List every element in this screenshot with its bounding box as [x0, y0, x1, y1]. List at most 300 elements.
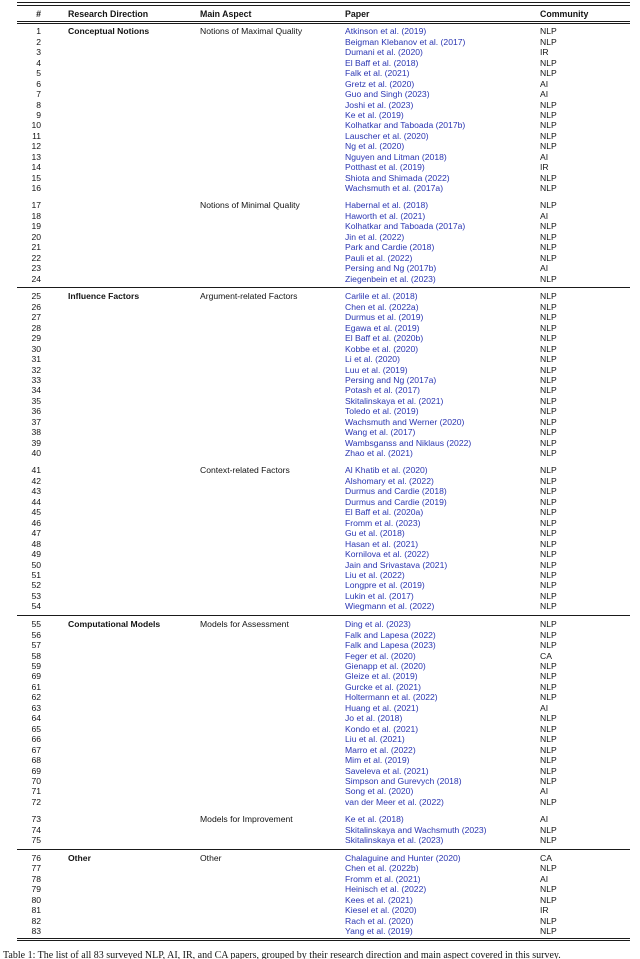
paper-cell [345, 549, 540, 559]
row-number: 33 [31, 375, 41, 386]
paper-citation-link[interactable]: Kees et al. (2021) [345, 894, 413, 905]
community-cell: NLP [540, 713, 557, 724]
community-cell: NLP [540, 775, 557, 786]
paper-cell [345, 580, 540, 590]
community-cell: NLP [540, 601, 557, 612]
row-number: 54 [31, 601, 41, 612]
table-row [17, 476, 630, 486]
table-row [17, 528, 630, 538]
paper-citation-link[interactable]: Potash et al. (2017) [345, 385, 421, 396]
main-aspect-cell [200, 396, 345, 406]
research-direction-cell [68, 375, 200, 385]
paper-citation-link[interactable]: Gu et al. (2018) [345, 528, 405, 539]
community-cell: NLP [540, 580, 557, 591]
paper-citation-link[interactable]: El Baff et al. (2020b) [345, 333, 424, 344]
research-direction-cell [68, 183, 200, 193]
paper-citation-link[interactable]: Lukin et al. (2017) [345, 590, 414, 601]
paper-citation-link[interactable]: Joshi et al. (2023) [345, 99, 414, 110]
paper-citation-link[interactable]: Hasan et al. (2021) [345, 538, 419, 549]
paper-citation-link[interactable]: Wang et al. (2017) [345, 427, 416, 438]
paper-citation-link[interactable]: Huang et al. (2021) [345, 702, 419, 713]
table-row [17, 323, 630, 333]
main-aspect-cell [200, 438, 345, 448]
community-cell: NLP [540, 437, 557, 448]
table-row [17, 497, 630, 507]
research-direction-cell [68, 539, 200, 549]
table-row [17, 354, 630, 364]
community-cell: NLP [540, 242, 557, 253]
community-cell: NLP [540, 835, 557, 846]
main-aspect-cell [200, 884, 345, 894]
paper-cell [345, 507, 540, 517]
paper-citation-link[interactable]: Kornilova et al. (2022) [345, 549, 430, 560]
row-number: 37 [31, 416, 41, 427]
table-row [17, 895, 630, 905]
section-divider-rule [17, 287, 630, 288]
table-row [17, 385, 630, 395]
main-aspect-cell [200, 591, 345, 601]
row-number: 18 [31, 210, 41, 221]
paper-citation-link[interactable]: Wachsmuth and Werner (2020) [345, 416, 465, 427]
table-row [17, 131, 630, 141]
main-aspect-cell [200, 47, 345, 57]
table-row [17, 682, 630, 692]
row-number: 67 [31, 744, 41, 755]
paper-citation-link[interactable]: Gienapp et al. (2020) [345, 660, 426, 671]
table-row [17, 591, 630, 601]
research-direction-cell [68, 786, 200, 796]
paper-citation-link[interactable]: Wambsganss and Niklaus (2022) [345, 437, 472, 448]
paper-cell [345, 640, 540, 650]
paper-citation-link[interactable]: Falk and Lapesa (2023) [345, 640, 436, 651]
row-number: 73 [31, 814, 41, 825]
paper-cell [345, 344, 540, 354]
row-number: 17 [31, 200, 41, 211]
main-aspect-cell [200, 797, 345, 807]
column-header-community: Community [540, 8, 589, 19]
paper-citation-link[interactable]: Liu et al. (2022) [345, 569, 405, 580]
main-aspect-cell: Notions of Maximal Quality [200, 26, 303, 37]
paper-citation-link[interactable]: Mim et al. (2019) [345, 755, 410, 766]
paper-citation-link[interactable]: Kiesel et al. (2020) [345, 905, 417, 916]
community-cell: AI [540, 210, 549, 221]
paper-cell [345, 916, 540, 926]
row-number: 70 [31, 775, 41, 786]
main-aspect-cell [200, 79, 345, 89]
main-aspect-cell [200, 141, 345, 151]
table-header-rule [17, 21, 630, 23]
community-cell: AI [540, 89, 549, 100]
table-row [17, 776, 630, 786]
research-direction-cell [68, 211, 200, 221]
paper-citation-link[interactable]: Pauli et al. (2022) [345, 252, 413, 263]
paper-cell [345, 591, 540, 601]
paper-citation-link[interactable]: Fromm et al. (2021) [345, 873, 421, 884]
paper-citation-link[interactable]: Dumani et al. (2020) [345, 47, 423, 58]
main-aspect-cell [200, 486, 345, 496]
paper-citation-link[interactable]: Alshomary et al. (2022) [345, 475, 434, 486]
main-aspect-cell [200, 703, 345, 713]
table-row [17, 344, 630, 354]
table-row [17, 570, 630, 580]
aspect-group [17, 26, 630, 193]
paper-cell [345, 47, 540, 57]
community-cell: NLP [540, 57, 557, 68]
paper-citation-link[interactable]: Chen et al. (2022a) [345, 301, 419, 312]
main-aspect-cell [200, 895, 345, 905]
main-aspect-cell [200, 755, 345, 765]
paper-cell [345, 528, 540, 538]
table-row [17, 221, 630, 231]
section-divider-rule [17, 849, 630, 850]
row-number: 71 [31, 786, 41, 797]
paper-citation-link[interactable]: Skitalinskaya and Wachsmuth (2023) [345, 824, 487, 835]
community-cell: NLP [540, 68, 557, 79]
paper-citation-link[interactable]: Guo and Singh (2023) [345, 89, 430, 100]
main-aspect-cell [200, 825, 345, 835]
community-cell: NLP [540, 926, 557, 937]
main-aspect-cell [200, 58, 345, 68]
main-aspect-cell: Notions of Minimal Quality [200, 200, 300, 211]
research-direction-cell [68, 110, 200, 120]
community-cell: NLP [540, 120, 557, 131]
research-direction-cell [68, 916, 200, 926]
main-aspect-cell [200, 497, 345, 507]
research-direction-cell [68, 406, 200, 416]
paper-citation-link[interactable]: Ke et al. (2019) [345, 109, 404, 120]
paper-citation-link[interactable]: Wiegmann et al. (2022) [345, 601, 435, 612]
paper-cell [345, 58, 540, 68]
paper-citation-link[interactable]: Kolhatkar and Taboada (2017b) [345, 120, 466, 131]
community-cell: AI [540, 263, 549, 274]
paper-citation-link[interactable]: Rach et al. (2020) [345, 915, 414, 926]
main-aspect-cell [200, 682, 345, 692]
paper-citation-link[interactable]: Simpson and Gurevych (2018) [345, 775, 462, 786]
table-row [17, 79, 630, 89]
row-number: 25 [31, 291, 41, 302]
paper-citation-link[interactable]: Haworth et al. (2021) [345, 210, 426, 221]
paper-citation-link[interactable]: Skitalinskaya et al. (2021) [345, 395, 444, 406]
main-aspect-cell [200, 863, 345, 873]
paper-citation-link[interactable]: Holtermann et al. (2022) [345, 692, 438, 703]
paper-cell [345, 253, 540, 263]
table-row [17, 539, 630, 549]
paper-cell [345, 375, 540, 385]
research-direction-cell [68, 152, 200, 162]
paper-citation-link[interactable]: Kondo et al. (2021) [345, 723, 419, 734]
paper-citation-link[interactable]: Yang et al. (2019) [345, 926, 413, 937]
research-direction-cell [68, 486, 200, 496]
paper-cell [345, 814, 540, 824]
paper-citation-link[interactable]: El Baff et al. (2020a) [345, 507, 424, 518]
table-row [17, 640, 630, 650]
paper-citation-link[interactable]: Gurcke et al. (2021) [345, 681, 421, 692]
research-direction-cell [68, 37, 200, 47]
paper-citation-link[interactable]: Chalaguine and Hunter (2020) [345, 852, 461, 863]
table-row [17, 37, 630, 47]
table-row [17, 396, 630, 406]
row-number: 24 [31, 273, 41, 284]
paper-cell [345, 221, 540, 231]
row-number: 56 [31, 629, 41, 640]
table-row [17, 232, 630, 242]
paper-cell [345, 26, 540, 36]
paper-cell [345, 79, 540, 89]
paper-cell [345, 448, 540, 458]
research-direction-cell [68, 776, 200, 786]
community-cell: NLP [540, 569, 557, 580]
community-cell: NLP [540, 312, 557, 323]
paper-citation-link[interactable]: Song et al. (2020) [345, 786, 414, 797]
paper-citation-link[interactable]: Atkinson et al. (2019) [345, 26, 427, 37]
research-direction-cell [68, 221, 200, 231]
main-aspect-cell [200, 745, 345, 755]
research-direction-cell [68, 560, 200, 570]
paper-citation-link[interactable]: Wachsmuth et al. (2017a) [345, 183, 444, 194]
row-number: 13 [31, 151, 41, 162]
paper-citation-link[interactable]: Carlile et al. (2018) [345, 291, 418, 302]
row-number: 9 [36, 109, 41, 120]
community-cell: NLP [540, 559, 557, 570]
row-number: 80 [31, 894, 41, 905]
table-row [17, 365, 630, 375]
paper-cell [345, 724, 540, 734]
paper-citation-link[interactable]: Chen et al. (2022b) [345, 863, 419, 874]
paper-citation-link[interactable]: Luu et al. (2019) [345, 364, 408, 375]
community-cell: NLP [540, 496, 557, 507]
research-direction-cell [68, 323, 200, 333]
row-number: 63 [31, 702, 41, 713]
main-aspect-cell [200, 37, 345, 47]
main-aspect-cell [200, 406, 345, 416]
row-number: 41 [31, 465, 41, 476]
research-direction-cell [68, 863, 200, 873]
main-aspect-cell [200, 162, 345, 172]
row-number: 40 [31, 448, 41, 459]
paper-citation-link[interactable]: Persing and Ng (2017a) [345, 375, 437, 386]
row-number: 58 [31, 650, 41, 661]
table-row [17, 661, 630, 671]
paper-cell [345, 302, 540, 312]
row-number: 27 [31, 312, 41, 323]
research-direction-cell [68, 253, 200, 263]
paper-citation-link[interactable]: Egawa et al. (2019) [345, 322, 420, 333]
paper-citation-link[interactable]: Durmus and Cardie (2019) [345, 496, 447, 507]
paper-citation-link[interactable]: Saveleva et al. (2021) [345, 765, 429, 776]
table-row [17, 263, 630, 273]
row-number: 19 [31, 221, 41, 232]
community-cell: NLP [540, 354, 557, 365]
main-aspect-cell [200, 518, 345, 528]
paper-citation-link[interactable]: Durmus and Cardie (2018) [345, 486, 447, 497]
main-aspect-cell [200, 221, 345, 231]
main-aspect-cell [200, 110, 345, 120]
paper-citation-link[interactable]: Longpre et al. (2019) [345, 580, 425, 591]
paper-citation-link[interactable]: Heinisch et al. (2022) [345, 884, 427, 895]
research-direction-cell [68, 703, 200, 713]
paper-citation-link[interactable]: Jain and Srivastava (2021) [345, 559, 448, 570]
column-header-number: # [36, 8, 41, 19]
paper-cell [345, 89, 540, 99]
community-cell: NLP [540, 619, 557, 630]
paper-citation-link[interactable]: Zhao et al. (2021) [345, 448, 413, 459]
paper-citation-link[interactable]: Durmus et al. (2019) [345, 312, 424, 323]
paper-citation-link[interactable]: Marro et al. (2022) [345, 744, 416, 755]
paper-citation-link[interactable]: Ng et al. (2020) [345, 141, 405, 152]
paper-citation-link[interactable]: Potthast et al. (2019) [345, 162, 425, 173]
table-row [17, 884, 630, 894]
paper-citation-link[interactable]: Beigman Klebanov et al. (2017) [345, 36, 466, 47]
paper-citation-link[interactable]: Park and Cardie (2018) [345, 242, 435, 253]
paper-citation-link[interactable]: Gleize et al. (2019) [345, 671, 418, 682]
table-row [17, 835, 630, 845]
research-direction-cell: Conceptual Notions [68, 26, 150, 37]
aspect-group [17, 814, 630, 845]
table-row [17, 200, 630, 210]
research-direction-cell [68, 713, 200, 723]
table-row [17, 211, 630, 221]
community-cell: NLP [540, 723, 557, 734]
table-row [17, 797, 630, 807]
table-row [17, 162, 630, 172]
main-aspect-cell [200, 835, 345, 845]
paper-citation-link[interactable]: Skitalinskaya et al. (2023) [345, 835, 444, 846]
community-cell: NLP [540, 301, 557, 312]
paper-citation-link[interactable]: Toledo et al. (2019) [345, 406, 419, 417]
community-cell: NLP [540, 416, 557, 427]
table-section [17, 26, 630, 284]
paper-cell [345, 131, 540, 141]
table-row [17, 120, 630, 130]
paper-citation-link[interactable]: Feger et al. (2020) [345, 650, 416, 661]
row-number: 69 [31, 765, 41, 776]
community-cell: NLP [540, 549, 557, 560]
paper-citation-link[interactable]: Ziegenbein et al. (2023) [345, 273, 436, 284]
row-number: 72 [31, 796, 41, 807]
paper-citation-link[interactable]: Liu et al. (2021) [345, 734, 405, 745]
paper-citation-link[interactable]: Falk and Lapesa (2022) [345, 629, 436, 640]
main-aspect-cell: Models for Improvement [200, 814, 293, 825]
community-cell: NLP [540, 172, 557, 183]
paper-cell [345, 365, 540, 375]
research-direction-cell: Influence Factors [68, 291, 140, 302]
research-direction-cell [68, 274, 200, 284]
row-number: 1 [36, 26, 41, 37]
community-cell: NLP [540, 692, 557, 703]
paper-citation-link[interactable]: Lauscher et al. (2020) [345, 130, 429, 141]
row-number: 28 [31, 322, 41, 333]
community-cell: NLP [540, 333, 557, 344]
table-row [17, 110, 630, 120]
main-aspect-cell [200, 734, 345, 744]
paper-citation-link[interactable]: Gretz et al. (2020) [345, 78, 415, 89]
row-number: 53 [31, 590, 41, 601]
paper-citation-link[interactable]: Jo et al. (2018) [345, 713, 403, 724]
paper-citation-link[interactable]: Persing and Ng (2017b) [345, 263, 437, 274]
research-direction-cell [68, 651, 200, 661]
research-direction-cell [68, 232, 200, 242]
main-aspect-cell [200, 570, 345, 580]
research-direction-cell [68, 640, 200, 650]
paper-citation-link[interactable]: Fromm et al. (2023) [345, 517, 421, 528]
paper-cell [345, 703, 540, 713]
paper-citation-link[interactable]: Al Khatib et al. (2020) [345, 465, 428, 476]
paper-cell [345, 385, 540, 395]
paper-citation-link[interactable]: Ding et al. (2023) [345, 619, 411, 630]
paper-cell [345, 120, 540, 130]
row-number: 3 [36, 47, 41, 58]
research-direction-cell [68, 385, 200, 395]
research-direction-cell [68, 549, 200, 559]
table-caption: Table 1: The list of all 83 surveyed NLP, AI, IR, and CA papers, grouped by their research direction and main aspect covered in this survey. [3, 950, 561, 959]
row-number: 44 [31, 496, 41, 507]
paper-citation-link[interactable]: El Baff et al. (2018) [345, 57, 419, 68]
paper-cell [345, 232, 540, 242]
research-direction-cell [68, 365, 200, 375]
community-cell: NLP [540, 796, 557, 807]
row-number: 8 [36, 99, 41, 110]
main-aspect-cell [200, 232, 345, 242]
community-cell: IR [540, 47, 549, 58]
paper-citation-link[interactable]: Jin et al. (2022) [345, 231, 405, 242]
row-number: 46 [31, 517, 41, 528]
paper-cell [345, 619, 540, 629]
table-row [17, 291, 630, 301]
research-direction-cell [68, 755, 200, 765]
paper-cell [345, 323, 540, 333]
paper-citation-link[interactable]: van der Meer et al. (2022) [345, 796, 444, 807]
research-direction-cell [68, 734, 200, 744]
table-row [17, 619, 630, 629]
research-direction-cell [68, 724, 200, 734]
table-row [17, 253, 630, 263]
aspect-group [17, 853, 630, 937]
main-aspect-cell [200, 549, 345, 559]
main-aspect-cell: Context-related Factors [200, 465, 290, 476]
community-cell: NLP [540, 200, 557, 211]
paper-citation-link[interactable]: Ke et al. (2018) [345, 814, 404, 825]
research-direction-cell [68, 396, 200, 406]
community-cell: NLP [540, 915, 557, 926]
community-cell: NLP [540, 744, 557, 755]
table-row [17, 926, 630, 936]
main-aspect-cell [200, 375, 345, 385]
community-cell: NLP [540, 99, 557, 110]
main-aspect-cell [200, 302, 345, 312]
paper-citation-link[interactable]: Li et al. (2020) [345, 354, 400, 365]
community-cell: NLP [540, 130, 557, 141]
table-row [17, 734, 630, 744]
research-direction-cell [68, 692, 200, 702]
research-direction-cell [68, 580, 200, 590]
community-cell: NLP [540, 322, 557, 333]
paper-cell [345, 734, 540, 744]
paper-cell [345, 766, 540, 776]
paper-citation-link[interactable]: Falk et al. (2021) [345, 68, 410, 79]
paper-citation-link[interactable]: Kobbe et al. (2020) [345, 343, 419, 354]
paper-citation-link[interactable]: Habernal et al. (2018) [345, 200, 429, 211]
table-row [17, 766, 630, 776]
paper-citation-link[interactable]: Shiota and Shimada (2022) [345, 172, 450, 183]
table-row [17, 141, 630, 151]
paper-citation-link[interactable]: Kolhatkar and Taboada (2017a) [345, 221, 466, 232]
paper-citation-link[interactable]: Nguyen and Litman (2018) [345, 151, 447, 162]
table-row [17, 560, 630, 570]
community-cell: NLP [540, 765, 557, 776]
research-direction-cell [68, 814, 200, 824]
community-cell: IR [540, 905, 549, 916]
paper-cell [345, 884, 540, 894]
